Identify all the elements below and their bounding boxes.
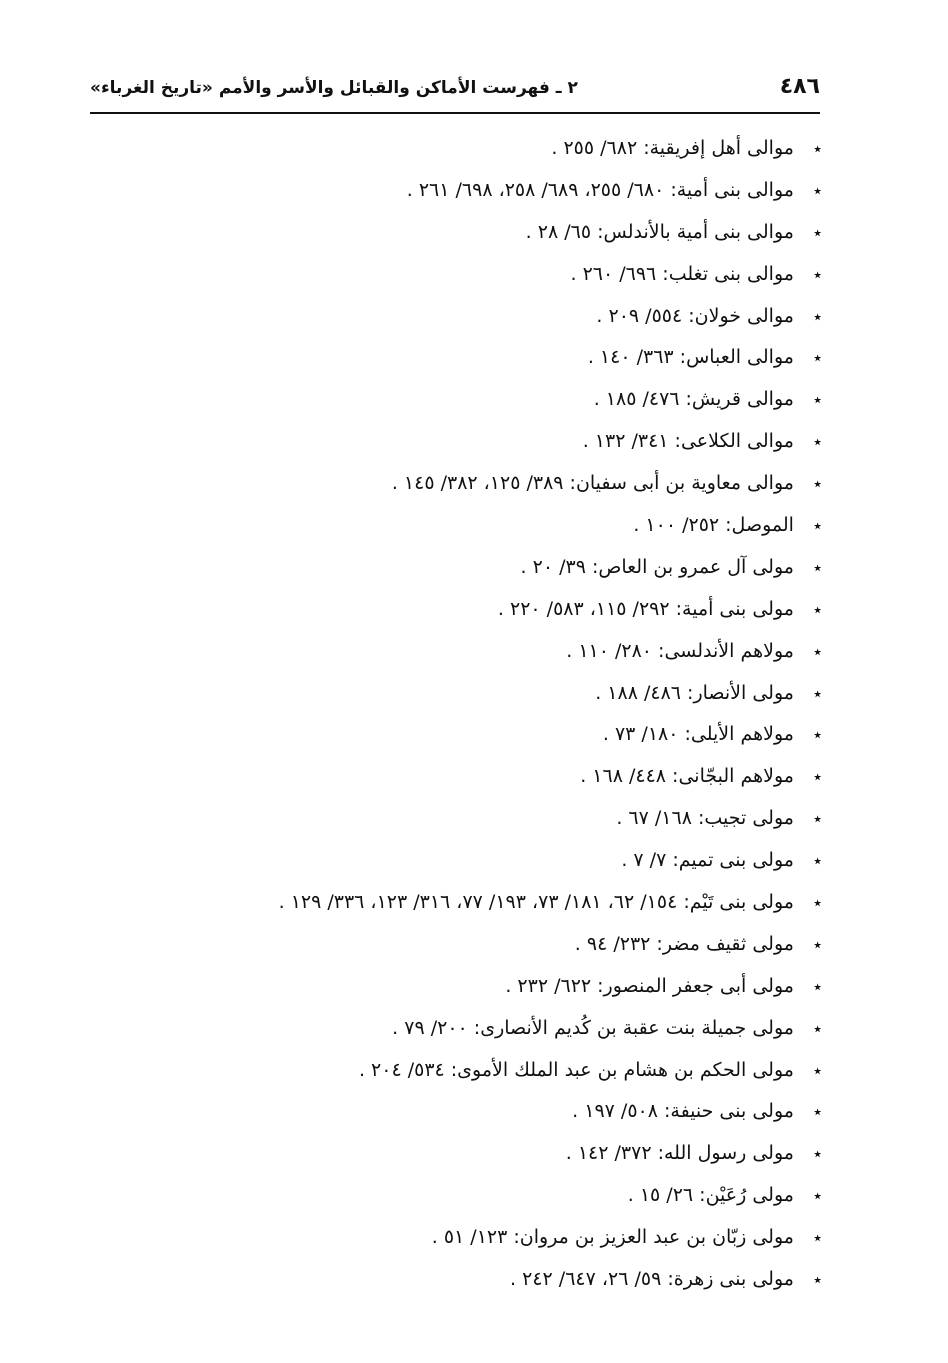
- bullet-star-icon: ٭: [813, 348, 822, 368]
- entry-text: مولى بنى زهرة: ٥٩/ ٢٦، ٦٤٧/ ٢٤٢ .: [510, 1268, 794, 1291]
- index-entry: [102, 589, 822, 631]
- entry-text: موالى الكلاعى: ٣٤١/ ١٣٢ .: [582, 430, 794, 453]
- index-entry: [102, 924, 822, 966]
- bullet-star-icon: ٭: [813, 139, 822, 158]
- bullet-star-icon: ٭: [813, 767, 822, 787]
- bullet-star-icon: ٭: [813, 1102, 822, 1122]
- entry-text: مولى الأنصار: ٤٨٦/ ١٨٨ .: [595, 681, 794, 704]
- entry-text: موالى قريش: ٤٧٦/ ١٨٥ .: [593, 388, 794, 411]
- header-divider: [90, 112, 820, 114]
- bullet-star-icon: ٭: [813, 1144, 822, 1164]
- bullet-star-icon: ٭: [813, 1018, 822, 1038]
- bullet-star-icon: ٭: [813, 264, 822, 284]
- entry-text: موالى العباس: ٣٦٣/ ١٤٠ .: [587, 346, 794, 369]
- bullet-star-icon: ٭: [813, 976, 822, 996]
- entry-text: موالى معاوية بن أبى سفيان: ٣٨٩/ ١٢٥، ٣٨٢/ ١٤٥ .: [391, 472, 794, 495]
- entry-text: مولى ثقيف مضر: ٢٣٢/ ٩٤ .: [574, 932, 794, 955]
- bullet-star-icon: ٭: [813, 599, 822, 619]
- bullet-star-icon: ٭: [813, 516, 822, 536]
- index-entry: [102, 421, 822, 463]
- index-entry: [102, 128, 822, 170]
- index-entry: [102, 505, 822, 547]
- entry-text: مولى بنى أمية: ٢٩٢/ ١١٥، ٥٨٣/ ٢٢٠ .: [497, 597, 794, 620]
- index-entry-list: [102, 128, 822, 1301]
- bullet-star-icon: ٭: [813, 1270, 822, 1290]
- bullet-star-icon: ٭: [813, 306, 822, 326]
- entry-text: موالى بنى أمية: ٦٨٠/ ٢٥٥، ٦٨٩/ ٢٥٨، ٦٩٨/ ٢٦١ .: [406, 178, 794, 201]
- entry-text: مولى أبى جعفر المنصور: ٦٢٢/ ٢٣٢ .: [505, 974, 794, 997]
- bullet-star-icon: ٭: [813, 641, 822, 661]
- entry-text: مولى رسول الله: ٣٧٢/ ١٤٢ .: [565, 1142, 794, 1165]
- index-entry: [102, 1050, 822, 1092]
- index-entry: [102, 1217, 822, 1259]
- index-entry: [102, 379, 822, 421]
- entry-text: مولاهم الأيلى: ١٨٠/ ٧٣ .: [602, 723, 794, 746]
- bullet-star-icon: ٭: [813, 557, 822, 577]
- entry-text: مولى رُعَيْن: ٢٦/ ١٥ .: [627, 1184, 794, 1207]
- index-entry: [102, 463, 822, 505]
- index-entry: [102, 1008, 822, 1050]
- index-entry: [102, 882, 822, 924]
- bullet-star-icon: ٭: [813, 432, 822, 452]
- entry-text: مولى آل عمرو بن العاص: ٣٩/ ٢٠ .: [520, 555, 794, 578]
- bullet-star-icon: ٭: [813, 725, 822, 745]
- entry-text: مولى بنى حنيفة: ٥٠٨/ ١٩٧ .: [572, 1100, 794, 1123]
- bullet-star-icon: ٭: [813, 474, 822, 494]
- entry-text: مولى بنى تَيْم: ١٥٤/ ٦٢، ١٨١/ ٧٣، ١٩٣/ ٧٧، ٣١٦/ ١٢٣، ٣٣٦/ ١٢٩ .: [278, 891, 794, 914]
- bullet-star-icon: ٭: [813, 683, 822, 703]
- bullet-star-icon: ٭: [813, 222, 822, 242]
- entry-text: مولاهم البجّانى: ٤٤٨/ ١٦٨ .: [580, 765, 794, 788]
- index-entry: [102, 337, 822, 379]
- index-entry: [102, 840, 822, 882]
- index-entry: [102, 296, 822, 338]
- entry-text: مولى بنى تميم: ٧/ ٧ .: [621, 849, 794, 872]
- index-entry: [102, 673, 822, 715]
- bullet-star-icon: ٭: [813, 851, 822, 871]
- bullet-star-icon: ٭: [813, 1060, 822, 1080]
- entry-text: مولى جميلة بنت عقبة بن كُديم الأنصارى: ٢٠٠/ ٧٩ .: [392, 1016, 794, 1039]
- entry-text: موالى بنى أمية بالأندلس: ٦٥/ ٢٨ .: [525, 220, 794, 243]
- index-entry: [102, 1133, 822, 1175]
- entry-text: موالى خولان: ٥٥٤/ ٢٠٩ .: [596, 304, 794, 327]
- bullet-star-icon: ٭: [813, 934, 822, 954]
- entry-text: موالى بنى تغلب: ٦٩٦/ ٢٦٠ .: [570, 262, 794, 285]
- entry-text: مولاهم الأندلسى: ٢٨٠/ ١١٠ .: [566, 639, 794, 662]
- entry-text: مولى تجيب: ١٦٨/ ٦٧ .: [616, 807, 794, 830]
- index-entry: [102, 212, 822, 254]
- index-entry: [102, 966, 822, 1008]
- bullet-star-icon: ٭: [813, 893, 822, 913]
- page-header: [90, 74, 820, 112]
- entry-text: مولى زبّان بن عبد العزيز بن مروان: ١٢٣/ ٥١ .: [431, 1226, 794, 1249]
- index-entry: [102, 631, 822, 673]
- entry-text: الموصل: ٢٥٢/ ١٠٠ .: [633, 514, 794, 537]
- running-title: ٢ ـ فهرست الأماكن والقبائل والأسر والأمم «تاريخ الغرباء»: [90, 78, 578, 98]
- index-entry: [102, 714, 822, 756]
- index-entry: [102, 798, 822, 840]
- bullet-star-icon: ٭: [813, 809, 822, 829]
- bullet-star-icon: ٭: [813, 1228, 822, 1248]
- page-number: ٤٨٦: [779, 74, 820, 99]
- index-entry: [102, 1259, 822, 1301]
- index-entry: [102, 547, 822, 589]
- entry-text: موالى أهل إفريقية: ٦٨٢/ ٢٥٥ .: [551, 137, 794, 159]
- index-entry: [102, 1175, 822, 1217]
- index-entry: [102, 756, 822, 798]
- index-entry: [102, 254, 822, 296]
- entry-text: مولى الحكم بن هشام بن عبد الملك الأموى: ٥٣٤/ ٢٠٤ .: [358, 1058, 794, 1081]
- bullet-star-icon: ٭: [813, 390, 822, 410]
- index-entry: [102, 170, 822, 212]
- bullet-star-icon: ٭: [813, 1186, 822, 1206]
- bullet-star-icon: ٭: [813, 180, 822, 200]
- index-entry: [102, 1091, 822, 1133]
